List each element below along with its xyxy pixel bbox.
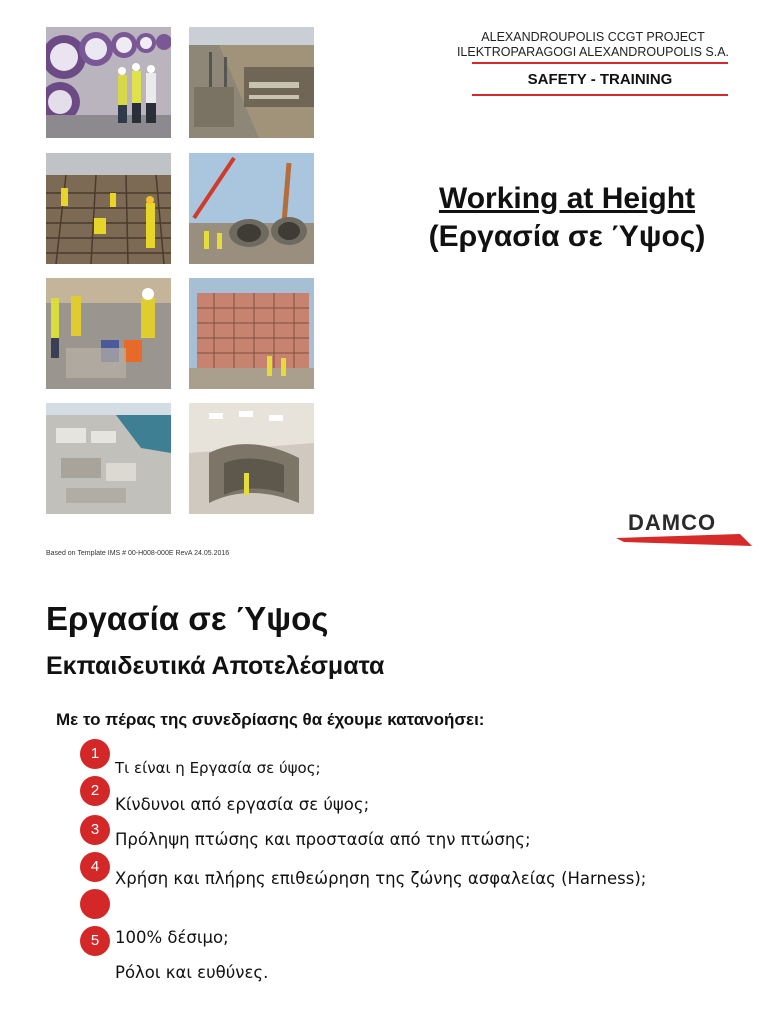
list-item: Πρόληψη πτώσης και προστασία από την πτώσης; [115,830,531,849]
photo-tank-scaffold [189,278,314,389]
photo-rebar-workers [46,153,171,264]
bullet-number-2: 2 [80,776,110,806]
list-item: Κίνδυνοι από εργασία σε ύψος; [115,795,370,814]
photo-workers-ground [46,278,171,389]
cover-title [402,180,732,256]
project-name: ALEXANDROUPOLIS CCGT PROJECT [481,30,705,44]
bullet-number-5: 5 [80,926,110,956]
damco-logo [616,508,756,550]
photo-port-aerial [46,403,171,514]
list-item: Ρόλοι και ευθύνες. [115,963,269,982]
project-header [452,30,734,60]
cover-title-gr: (Εργασία σε Ύψος) [428,220,706,253]
bullet-dot [80,889,110,919]
photo-pipes-workers [46,27,171,138]
template-note: Based on Template IMS # 00-H008-000E RevA 24.05.2016 [46,550,230,557]
section-label: SAFETY - TRAINING [527,71,673,88]
header-divider-top [472,62,728,64]
slide-subtitle: Εκπαιδευτικά Αποτελέσματα [46,652,385,680]
slide-intro: Με το πέρας της συνεδρίασης θα έχουμε κατανοήσει: [56,710,485,729]
bullet-number-3: 3 [80,815,110,845]
list-item: 100% δέσιμο; [115,928,229,947]
bullet-number-1: 1 [80,739,110,769]
header-divider-bottom [472,94,728,96]
svg-text:DAMCO: DAMCO [628,510,717,535]
company-name: ILEKTROPARAGOGI ALEXANDROUPOLIS S.A. [456,45,730,59]
photo-site-aerial [189,27,314,138]
cover-title-en: Working at Height [438,182,696,215]
list-item: Χρήση και πλήρης επιθεώρηση της ζώνης ασφαλείας (Harness); [115,869,647,888]
photo-ceiling-structure [189,403,314,514]
list-item: Τι είναι η Εργασία σε ύψος; [115,759,321,777]
bullet-number-4: 4 [80,852,110,882]
photo-cranes [189,153,314,264]
slide-title: Εργασία σε Ύψος [46,600,329,637]
